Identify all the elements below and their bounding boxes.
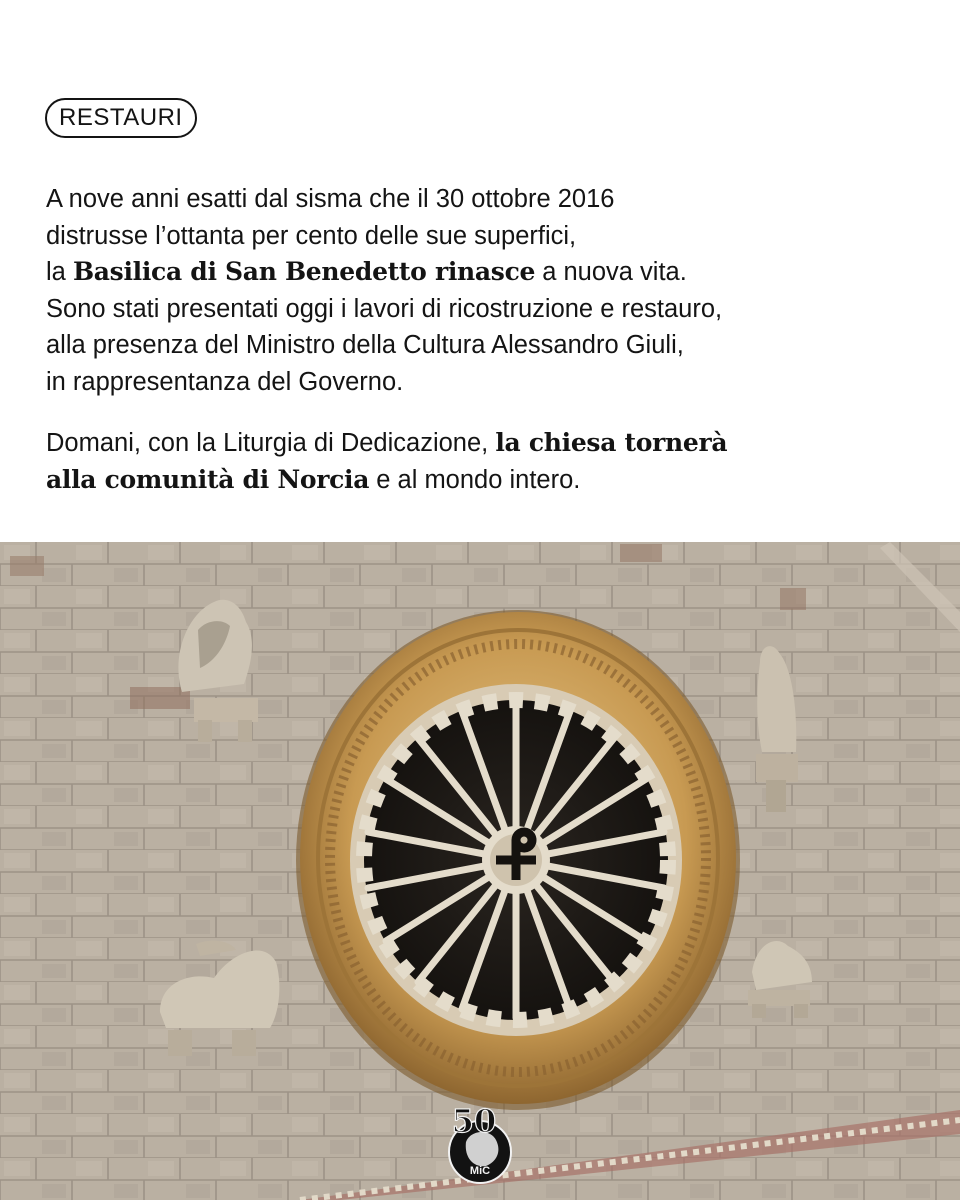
highlight-norcia: alla comunità di Norcia [46,464,370,494]
paragraph-2 [46,425,926,498]
category-tag[interactable]: RESTAURI [45,98,197,138]
rose-window [296,610,740,1110]
highlight-basilica: Basilica di San Benedetto rinasce [72,257,536,286]
text-line: Domani, con la Liturgia di Dedicazione, la chiesa tornerà [46,428,728,457]
text-line: in rappresentanza del Governo. [46,367,404,396]
text-line: alla comunità di Norcia e al mondo intero. [46,464,581,494]
logo-number: 50 [451,1102,497,1140]
text-line: alla presenza del Ministro della Cultura Alessandro Giuli, [46,331,684,359]
basilica-photo [0,542,960,1200]
article-text [46,181,926,498]
text-line: A nove anni esatti dal sisma che il 30 ottobre 2016 [46,185,615,213]
paragraph-1 [46,181,926,400]
highlight-church: la chiesa tornerà [495,428,728,457]
text-line: la Basilica di San Benedetto rinasce a nuova vita. [46,257,687,286]
logo-label: MiC [469,1165,491,1177]
text-line: distrusse l’ottanta per cento delle sue superfici, [46,221,577,250]
text-line: Sono stati presentati oggi i lavori di ricostruzione e restauro, [46,294,723,323]
